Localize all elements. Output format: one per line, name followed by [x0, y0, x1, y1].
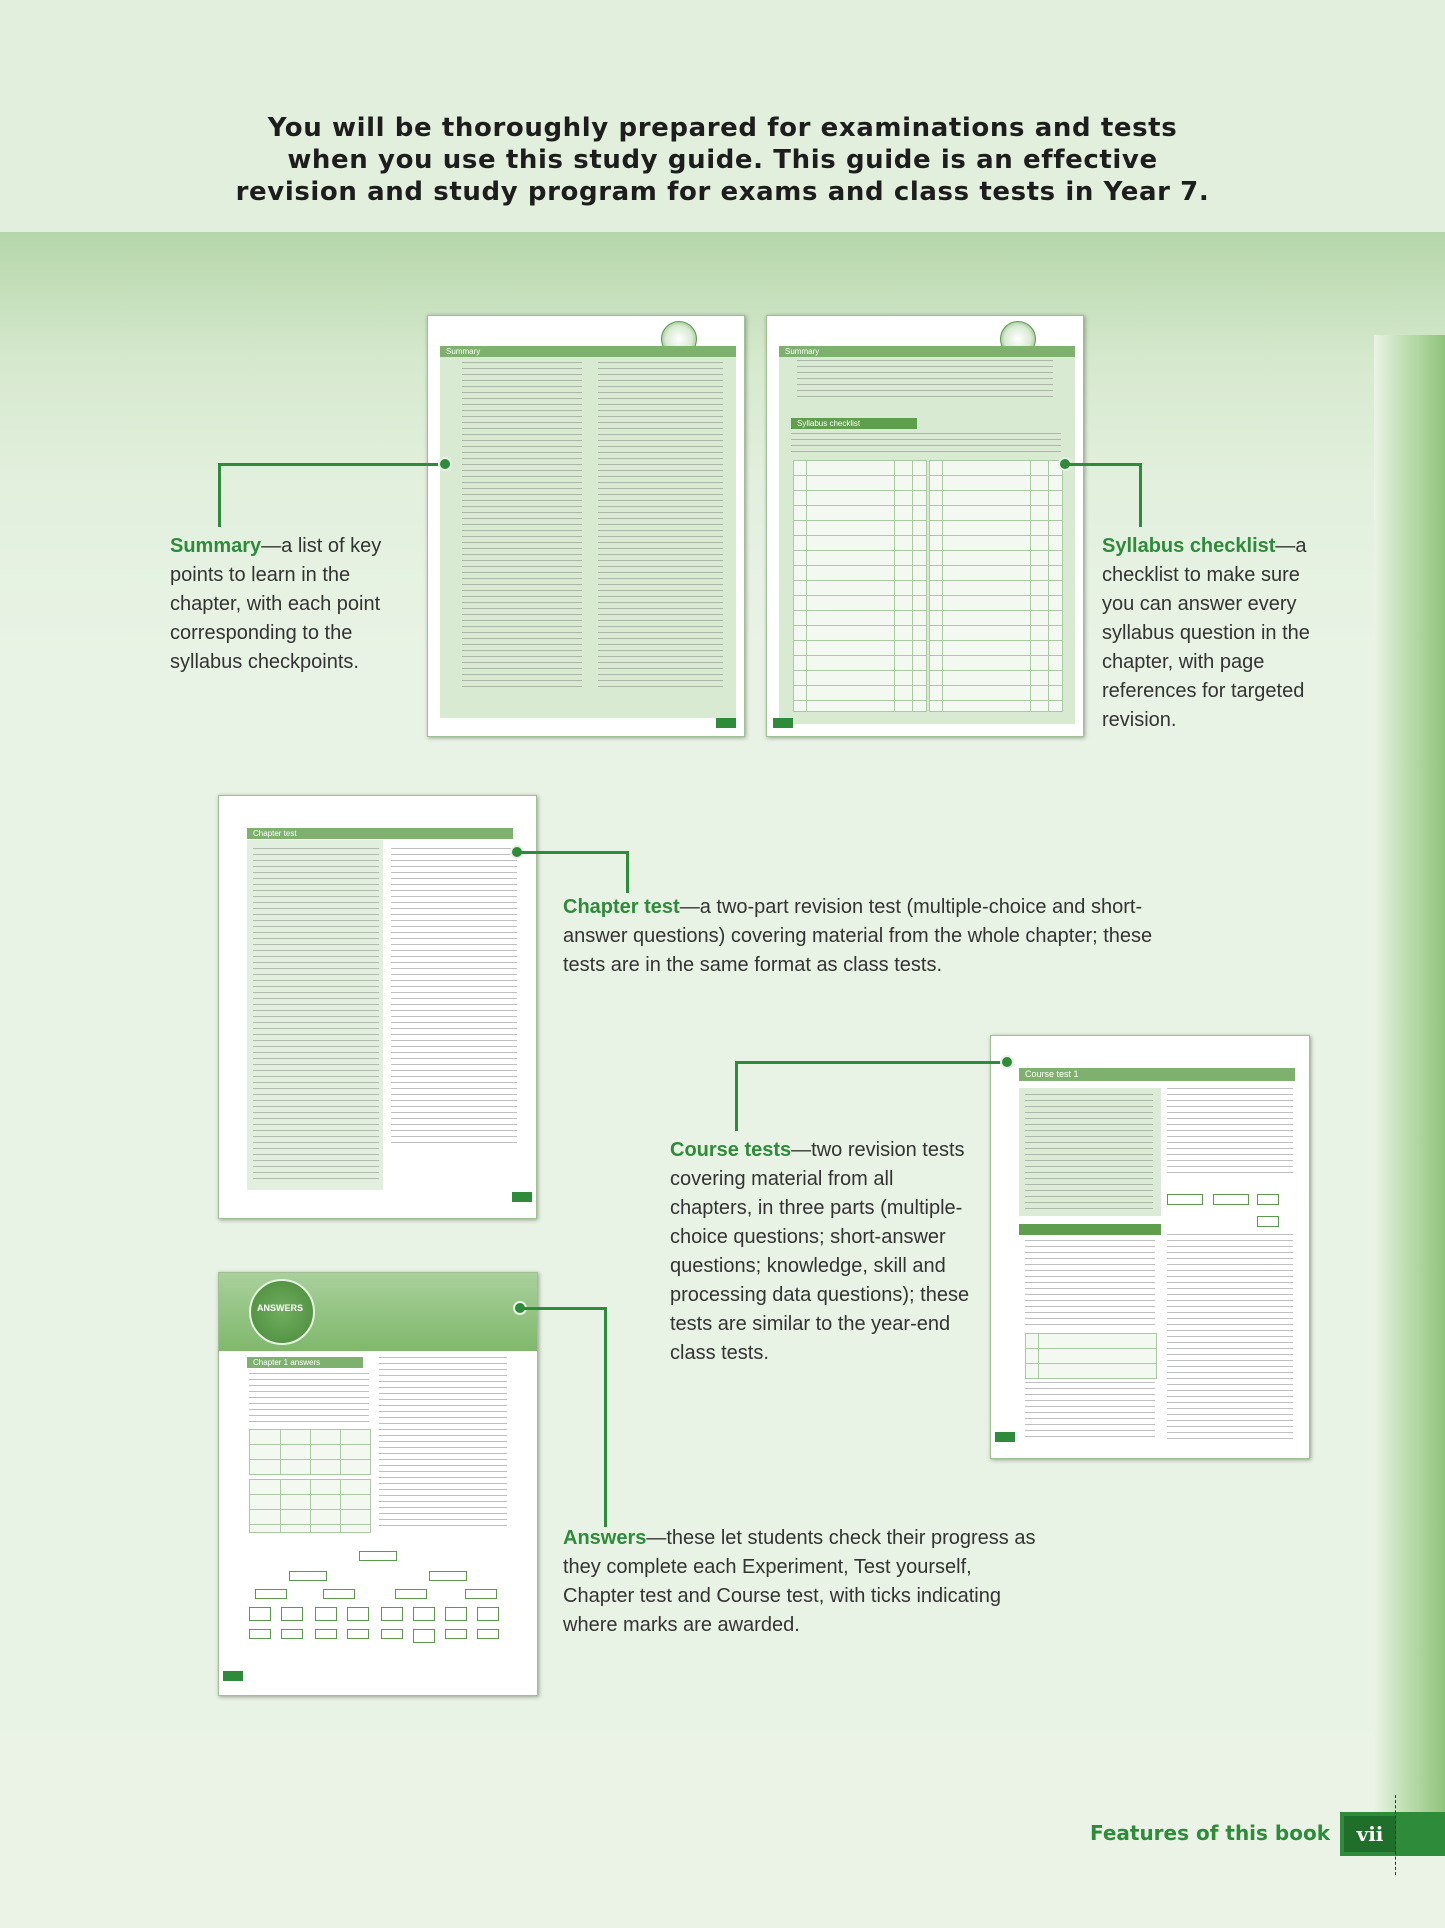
- answers-flow-l3-3: [315, 1607, 337, 1621]
- answers-table-2: [249, 1479, 371, 1533]
- summary-text-column-left: [462, 362, 582, 688]
- answers-flow-l2c: [395, 1589, 427, 1599]
- answers-callout: [563, 1524, 1043, 1640]
- answers-flow-l4-7: [445, 1629, 467, 1639]
- course-tests-connector-horizontal: [735, 1061, 1009, 1064]
- answers-flow-l3-6: [413, 1607, 435, 1621]
- checklist-page-badge: [773, 718, 793, 728]
- answers-flow-l3-1: [249, 1607, 271, 1621]
- course-test-header: Course test 1: [1019, 1068, 1295, 1081]
- answers-term: Answers: [563, 1527, 647, 1549]
- course-tests-description: —two revision tests covering material from all chapters, in three parts (multiple-choice questions; short-answer questions; knowledge, skill and processing data questions); these tests are similar to the year-end class tests.: [670, 1139, 970, 1364]
- answers-flow-l1a: [289, 1571, 327, 1581]
- answers-text-left: [249, 1373, 369, 1423]
- checklist-table-left: [793, 460, 927, 712]
- answers-flow-l4-8: [477, 1629, 499, 1639]
- summary-description: —a list of key points to learn in the chapter, with each point corresponding to the syllabus checkpoints.: [170, 535, 382, 673]
- answers-flow-l4-4: [347, 1629, 369, 1639]
- course-test-page-thumbnail: [990, 1035, 1310, 1459]
- answers-table-1: [249, 1429, 371, 1475]
- syllabus-checklist-term: Syllabus checklist: [1102, 535, 1276, 557]
- answers-flow-l3-4: [347, 1607, 369, 1621]
- checklist-table-right: [929, 460, 1063, 712]
- summary-text-column-right: [598, 362, 723, 688]
- footer-rule: [1395, 1795, 1397, 1875]
- course-tests-connector-dot: [1000, 1055, 1014, 1069]
- checklist-summary-header: Summary: [779, 346, 1075, 357]
- right-edge-strip: [1374, 335, 1445, 1815]
- course-test-flow-box-1: [1167, 1194, 1203, 1205]
- chapter-test-callout: [563, 893, 1153, 980]
- summary-page-thumbnail: [427, 315, 745, 737]
- course-test-flow-box-4: [1257, 1216, 1279, 1227]
- intro-line-3: revision and study program for exams and class tests in Year 7.: [235, 177, 1210, 207]
- course-test-questions-right-lower: [1167, 1234, 1293, 1444]
- answers-flow-l2b: [323, 1589, 355, 1599]
- course-tests-term: Course tests: [670, 1139, 792, 1161]
- summary-page-header: Summary: [440, 346, 736, 357]
- summary-term: Summary: [170, 535, 262, 557]
- answers-description: —these let students check their progress as they complete each Experiment, Test yourself, Chapter test and Course test, with ticks indicating where marks are awarded.: [563, 1527, 1036, 1636]
- answers-connector-vertical: [604, 1307, 607, 1527]
- chapter-test-page-badge: [512, 1192, 532, 1202]
- summary-connector-vertical: [218, 463, 221, 527]
- course-test-questions-left: [1025, 1240, 1155, 1330]
- checklist-section-header: Syllabus checklist: [791, 418, 917, 429]
- summary-callout: [170, 532, 420, 677]
- checklist-connector-vertical: [1139, 463, 1142, 527]
- chapter-test-connector-vertical: [626, 851, 629, 893]
- answers-page-badge: [223, 1671, 243, 1681]
- answers-flow-l4-3: [315, 1629, 337, 1639]
- answers-flow-l4-2: [281, 1629, 303, 1639]
- answers-flow-l1b: [429, 1571, 467, 1581]
- intro-text: [140, 112, 1305, 208]
- course-test-flow-box-2: [1213, 1194, 1249, 1205]
- chapter-test-page-thumbnail: [218, 795, 537, 1219]
- syllabus-checklist-callout: [1102, 532, 1337, 735]
- answers-flow-l4-5: [381, 1629, 403, 1639]
- intro-line-1: You will be thoroughly prepared for examinations and tests: [267, 113, 1178, 143]
- answers-flow-root: [359, 1551, 397, 1561]
- chapter-test-text-right: [391, 848, 517, 1148]
- answers-flow-l3-2: [281, 1607, 303, 1621]
- course-test-flow-box-3: [1257, 1194, 1279, 1205]
- course-test-questions-right: [1167, 1088, 1293, 1178]
- answers-flow-l3-5: [381, 1607, 403, 1621]
- course-tests-connector-vertical: [735, 1061, 738, 1131]
- answers-flow-l3-8: [477, 1607, 499, 1621]
- course-test-part-header: [1019, 1224, 1161, 1235]
- summary-connector-horizontal: [218, 463, 446, 466]
- intro-line-2: when you use this study guide. This guide is an effective: [287, 145, 1158, 175]
- answers-flow-l2d: [465, 1589, 497, 1599]
- answers-flow-l4-1: [249, 1629, 271, 1639]
- answers-flow-l4-6: [413, 1629, 435, 1643]
- answers-logo-text: ANSWERS: [256, 1303, 303, 1313]
- answers-page-thumbnail: [218, 1272, 538, 1696]
- syllabus-checklist-page-thumbnail: [766, 315, 1084, 737]
- chapter-test-term: Chapter test: [563, 896, 680, 918]
- syllabus-checklist-description: —a checklist to make sure you can answer every syllabus question in the chapter, with page references for targeted revision.: [1102, 535, 1310, 731]
- chapter-test-text-left: [253, 848, 379, 1184]
- chapter-test-connector-horizontal: [518, 851, 629, 854]
- course-test-table: [1025, 1333, 1157, 1379]
- answers-flow-l2a: [255, 1589, 287, 1599]
- chapter-test-description: —a two-part revision test (multiple-choice and short-answer questions) covering material from the whole chapter; these tests are in the same format as class tests.: [563, 896, 1153, 976]
- answers-chapter-header: Chapter 1 answers: [247, 1357, 363, 1368]
- checklist-summary-text: [797, 360, 1053, 400]
- answers-connector-horizontal: [521, 1307, 607, 1310]
- answers-text-right: [379, 1357, 507, 1531]
- checklist-intro-text: [791, 433, 1061, 455]
- summary-page-badge: [716, 718, 736, 728]
- answers-flow-l3-7: [445, 1607, 467, 1621]
- summary-connector-dot: [438, 457, 452, 471]
- footer-section-title: Features of this book: [1089, 1821, 1330, 1845]
- checklist-connector-horizontal: [1066, 463, 1141, 466]
- chapter-test-header: Chapter test: [247, 828, 513, 839]
- page-number: vii: [1344, 1816, 1396, 1852]
- course-test-page-badge: [995, 1432, 1015, 1442]
- course-tests-callout: [670, 1136, 970, 1368]
- course-test-questions-left-lower: [1025, 1382, 1155, 1438]
- course-test-intro-text: [1025, 1094, 1153, 1210]
